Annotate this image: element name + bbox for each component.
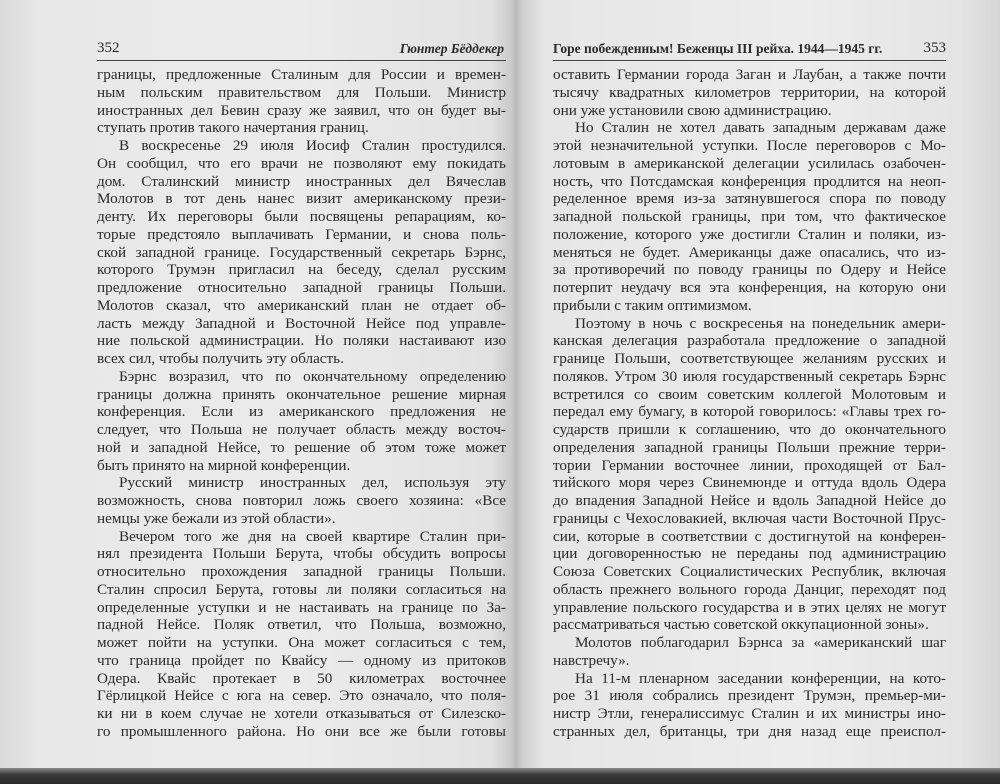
text-line: иностранных дел Бевин сразу же заявил, что он будет вы- — [97, 101, 506, 119]
page-number: 353 — [923, 40, 946, 56]
page-body — [97, 66, 506, 741]
text-line: Он сообщил, что его врачи не позволяют ему покидать — [97, 154, 506, 172]
text-line: поляков. Утром 30 июля государственный секретарь Бэрнс — [553, 367, 946, 385]
text-line: торые предстояло выплачивать Германии, и снова поль- — [97, 225, 506, 243]
text-line: тийского моря через Свинемюнде и оттуда вдоль Одера — [553, 474, 946, 492]
scan-shadow-edge — [0, 768, 1000, 784]
text-line: возможность, снова повторил ложь своего хозяина: «Все — [97, 492, 506, 509]
text-line: ступать против такого начертания границ. — [97, 119, 369, 137]
running-head-title: Горе побежденным! Беженцы III рейха. 1944—1945 гг. — [553, 41, 883, 56]
text-line: меняться не будет. Американцы даже опасались, что из- — [553, 243, 946, 261]
text-line: положение, которого уже достигли Сталин и поляки, из- — [553, 225, 946, 243]
text-line: рассматриваться частью советской оккупационной зоны». — [553, 616, 929, 634]
text-line: быть принято на мирной конференции. — [97, 456, 351, 474]
text-line: за противоречий по поводу границы по Одеру и Нейсе — [553, 261, 946, 279]
text-line: сии, которые в соответствии с достигнутой на конферен- — [553, 527, 946, 545]
page-body — [553, 66, 946, 741]
text-line: нистр Этли, генералиссимус Сталин и их министры ино- — [553, 705, 946, 722]
text-line: ки ни в коем случае не хотели отказываться от Силезско- — [97, 705, 506, 722]
text-line: В воскресенье 29 июля Иосиф Сталин простудился. — [119, 137, 506, 154]
text-line: Молотов в тот день нанес визит американскому прези- — [97, 190, 506, 208]
text-line: ным польским правительством для Польши. Министр — [97, 83, 506, 101]
text-line: ласть между Западной и Восточной Нейсе под управле- — [97, 314, 506, 332]
text-line: оставить Германии города Заган и Лаубан, а также почти — [553, 66, 946, 83]
text-line: они уже установили свою администрацию. — [553, 101, 832, 119]
text-line: немцы уже бежали из этой области». — [97, 509, 336, 527]
text-line: Молотов сказал, что американский план не отдает об- — [97, 296, 506, 314]
text-line: границы должна принять окончательное решение мирная — [97, 385, 506, 403]
text-line: На 11-м пленарном заседании конференции, на кото- — [575, 669, 946, 687]
text-line: всех сил, чтобы получить эту область. — [97, 350, 344, 367]
text-line: Гёрлицкой Нейсе с юга на север. Это означало, что поля- — [97, 687, 506, 705]
text-line: до впадения Западной Нейсе и вдоль Западной Нейсе до — [553, 492, 946, 509]
text-line: которого Трумэн пригласил на беседу, сделал русским — [97, 261, 506, 279]
text-line: дом. Сталинский министр иностранных дел Вячеслав — [97, 172, 506, 190]
text-line: границы, предложенные Сталиным для России и времен- — [97, 66, 506, 83]
text-line: западной польской границы, при том, что фактическое — [553, 208, 946, 225]
text-line: следует, что Польша не получает область между восточ- — [97, 421, 506, 438]
text-line: ределенное время из-за затянувшегося спора по поводу — [553, 190, 946, 208]
text-line: ность, что Потсдамская конференция продлится на неоп- — [553, 172, 946, 190]
text-line: границы с Чехословакией, включая части Восточной Прус- — [553, 509, 946, 527]
text-line: канская делегация разработала предложение о западной — [553, 332, 946, 350]
text-line: нял президента Польши Берута, чтобы обсудить вопросы — [97, 545, 506, 563]
text-line: Поэтому в ночь с воскресенья на понедельник амери- — [575, 314, 946, 332]
text-line: управление польского государства и в этих целях не могут — [553, 598, 946, 616]
text-line: ние польской администрации. Но поляки настаивают изо — [97, 332, 506, 350]
text-line: Сталин спросил Берута, готовы ли поляки согласиться на — [97, 580, 506, 598]
text-line: этой незначительной уступки. После переговоров с Мо- — [553, 137, 946, 154]
text-line: прибыли с таким оптимизмом. — [553, 296, 752, 314]
text-line: определения западной границы Польши прежние терри- — [553, 438, 946, 456]
text-line: Русский министр иностранных дел, используя эту — [119, 474, 506, 492]
text-line: потерпит неудачу вся эта конференция, на которую они — [553, 279, 946, 296]
text-line: навстречу». — [553, 651, 630, 669]
text-line: го промышленного района. Но они все же были готовы — [97, 722, 506, 740]
text-line: что граница пройдет по Квайсу — одному из притоков — [97, 651, 506, 669]
text-line: ной и западной Нейсе, то решение об этом тоже может — [97, 438, 506, 456]
page-number: 352 — [97, 40, 120, 56]
page-header — [97, 36, 506, 61]
text-line: Но Сталин не хотел давать западным державам даже — [575, 119, 946, 137]
text-line: странных дел, британцы, три дня назад еще преиспол- — [553, 722, 946, 740]
text-line: тысячу квадратных километров территории, на которой — [553, 83, 946, 101]
text-line: предложение относительно западной границы Польши. — [97, 279, 506, 296]
text-line: рое 31 июля собрались президент Трумэн, премьер-ми- — [553, 687, 946, 705]
text-line: границе Польши, соответствующее желаниям русских и — [553, 350, 946, 367]
text-line: падной Нейсе. Поляк ответил, что Польша, возможно, — [97, 616, 506, 634]
text-line: передал ему бумагу, в которой говорилось: «Главы трех го- — [553, 403, 946, 421]
text-line: область прежнего вольного города Данциг, переходят под — [553, 580, 946, 598]
text-line: денту. Их переговоры были посвящены репарациям, ко- — [97, 208, 506, 225]
text-line: Одера. Квайс протекает в 50 километрах восточнее — [97, 669, 506, 687]
text-line: Молотов поблагодарил Бэрнса за «американский шаг — [575, 634, 946, 651]
text-line: определенные уступки и не настаивать на границе по За- — [97, 598, 506, 616]
text-line: Вечером того же дня на своей квартире Сталин при- — [119, 527, 506, 545]
text-line: сударств пришли к соглашению, что до окончательного — [553, 421, 946, 438]
text-line: Союза Советских Социалистических Республик, включая — [553, 563, 946, 580]
running-head-author: Гюнтер Бёддекер — [399, 41, 504, 56]
text-line: относительно прохождения западной границы Польши. — [97, 563, 506, 580]
text-line: тории Германии восточнее линии, проходящей от Бал- — [553, 456, 946, 474]
text-line: Бэрнс возразил, что по окончательному определению — [119, 367, 506, 385]
text-line: может пойти на уступки. Она может согласиться с тем, — [97, 634, 506, 651]
text-line: ции договоренностью не переданы под администрацию — [553, 545, 946, 563]
text-line: конференция. Если из американского предложения не — [97, 403, 506, 421]
text-line: ской западной границе. Государственный секретарь Бэрнс, — [97, 243, 506, 261]
page-header — [553, 36, 946, 61]
text-line: встретился со своим советским коллегой Молотовым и — [553, 385, 946, 403]
text-line: лотовым в американской делегации усилилась озабочен- — [553, 154, 946, 172]
